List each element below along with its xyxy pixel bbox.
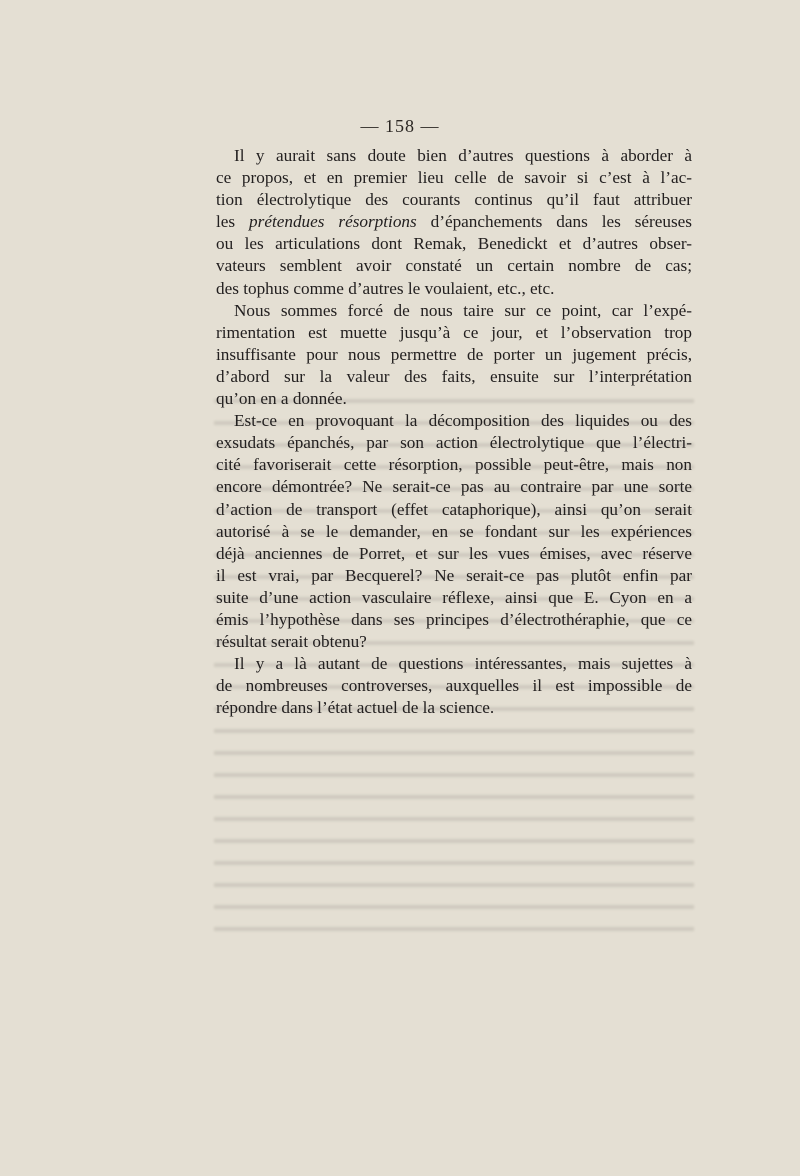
- text-line: ou les articulations dont Remak, Benedickt et d’autres obser-: [216, 234, 692, 254]
- text-line: d’abord sur la valeur des faits, ensuite sur l’interprétation: [216, 366, 692, 386]
- paragraph-4: [216, 653, 692, 719]
- paragraph-1: [216, 145, 692, 300]
- text-line: insuffisante pour nous permettre de porter un jugement précis,: [216, 344, 692, 364]
- text-line: encore démontrée? Ne serait-ce pas au contraire par une sorte: [216, 477, 692, 497]
- body-text: [216, 145, 692, 719]
- paragraph-2: [216, 300, 692, 410]
- text-line: résultat serait obtenu?: [216, 632, 367, 652]
- text-line: vateurs semblent avoir constaté un certain nombre de cas;: [216, 256, 692, 276]
- text-line: cité favoriserait cette résorption, possible peut-être, mais non: [216, 455, 692, 475]
- text-line: autorisé à se le demander, en se fondant sur les expériences: [216, 521, 692, 541]
- text-line: déjà anciennes de Porret, et sur les vues émises, avec réserve: [216, 543, 692, 563]
- italic-phrase: prétendues résorptions: [249, 212, 417, 232]
- text-line: tion électrolytique des courants continus qu’il faut attribuer: [216, 190, 692, 210]
- text-line: de nombreuses controverses, auxquelles il est impossible de: [216, 676, 692, 696]
- text-line: ce propos, et en premier lieu celle de savoir si c’est à l’ac-: [216, 168, 692, 188]
- text-line: Est-ce en provoquant la décomposition des liquides ou des: [234, 411, 692, 431]
- text-line: exsudats épanchés, par son action électrolytique que l’électri-: [216, 433, 692, 453]
- text-line: il est vrai, par Becquerel? Ne serait-ce pas plutôt enfin par: [216, 565, 692, 585]
- text-line-with-italic: [216, 211, 692, 233]
- text-line: Nous sommes forcé de nous taire sur ce point, car l’expé-: [234, 300, 692, 320]
- text-line: Il y a là autant de questions intéressantes, mais sujettes à: [234, 654, 692, 674]
- text-line: répondre dans l’état actuel de la science.: [216, 698, 495, 718]
- text-line: des tophus comme d’autres le voulaient, etc., etc.: [216, 278, 555, 298]
- text-line: qu’on en a donnée.: [216, 389, 347, 409]
- text-line: rimentation est muette jusqu’à ce jour, et l’observation trop: [216, 322, 692, 342]
- text-line: Il y aurait sans doute bien d’autres questions à aborder à: [234, 146, 692, 165]
- text-fragment: les: [216, 212, 250, 232]
- page-number: — 158 —: [360, 116, 440, 136]
- text-line: émis l’hypothèse dans ses principes d’électrothéraphie, que ce: [216, 609, 692, 629]
- paragraph-3: [216, 410, 692, 653]
- text-line: d’action de transport (effet cataphorique), ainsi qu’on serait: [216, 499, 692, 519]
- text-line: suite d’une action vasculaire réflexe, ainsi que E. Cyon en a: [216, 587, 692, 607]
- text-fragment: d’épanchements dans les séreuses: [430, 212, 692, 232]
